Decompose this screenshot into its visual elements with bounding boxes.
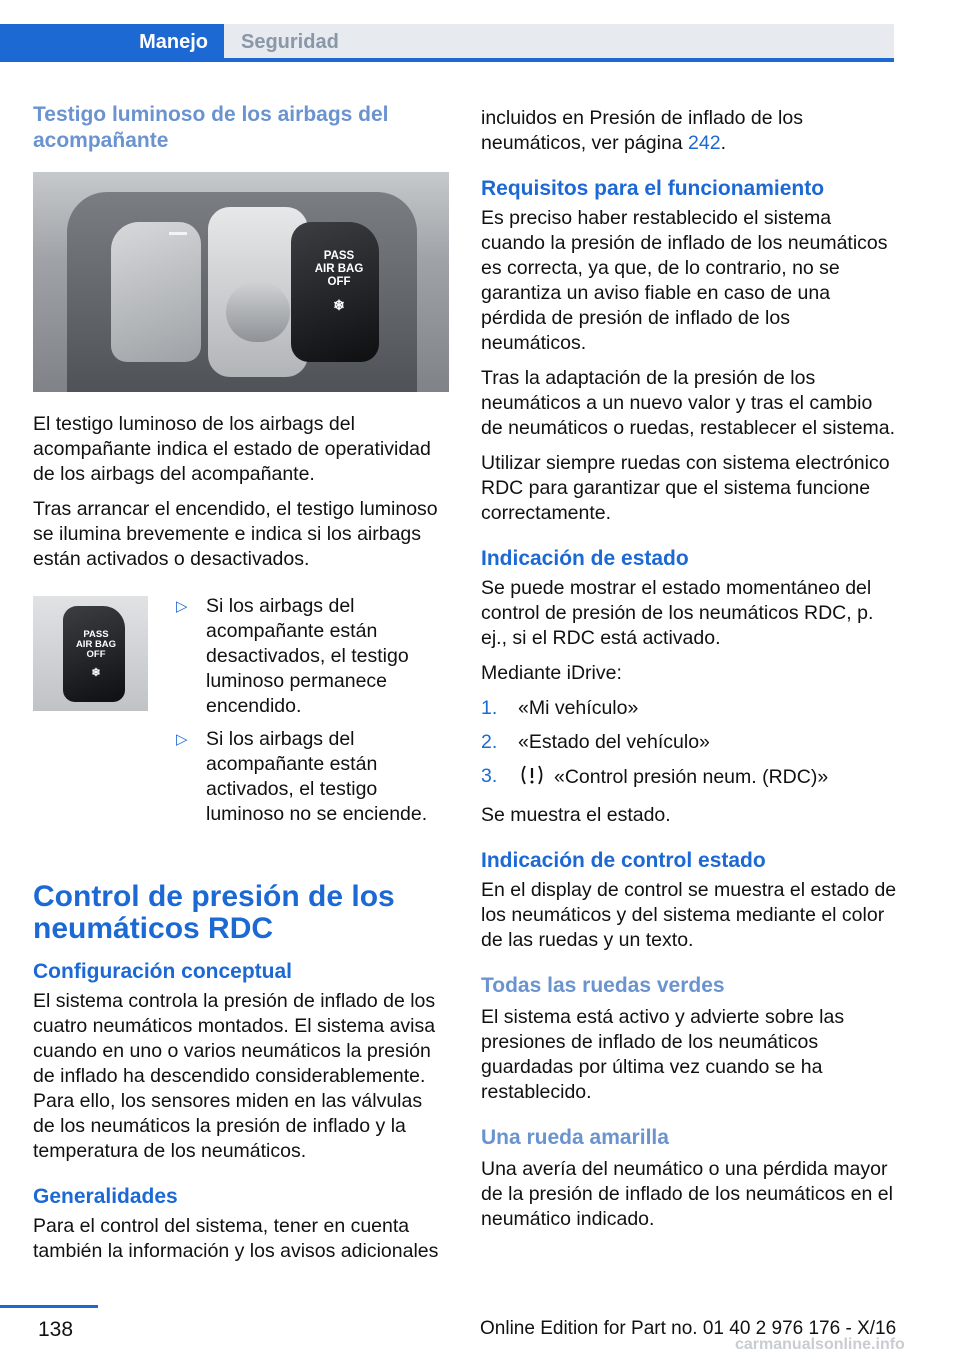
requirements-paragraph-1: Es preciso haber restablecido el sistema cuando la presión de inflado de los neumáticos es correcta, ya que, de lo contrario, no se garantiza un aviso fiable en caso de una pérdida de presión de inflado de los neumáticos.	[481, 207, 888, 354]
one-yellow-heading: Una rueda amarilla	[481, 1126, 669, 1149]
edition-footer: Online Edition for Part no. 01 40 2 976 176 - X/16	[480, 1318, 897, 1339]
airbag-label: AIR BAG	[314, 263, 364, 275]
airbag-light-heading: Testigo luminoso de los airbags del acompañante	[33, 103, 389, 152]
page-number: 138	[38, 1318, 74, 1341]
tab-manejo[interactable]	[0, 24, 224, 62]
bullet-text: Si los airbags del acompañante están desactivados, el testigo luminoso permanece encendido.	[206, 595, 409, 717]
thumb-off-label: OFF	[86, 649, 106, 660]
thumb-airbag-label: AIR BAG	[75, 639, 117, 650]
list-item	[481, 764, 897, 793]
triangle-bullet-icon: ▷	[176, 598, 188, 615]
all-green-heading: Todas las ruedas verdes	[481, 974, 725, 997]
list-item	[481, 730, 897, 755]
concept-heading: Configuración conceptual	[33, 960, 293, 983]
one-yellow-paragraph: Una avería del neumático o una pérdida mayor de la presión de inflado de los neumáticos en el neumático indicado.	[481, 1158, 893, 1230]
control-status-paragraph: En el display de control se muestra el estado de los neumáticos y del sistema mediante el color de las ruedas y un texto.	[481, 879, 897, 951]
pass-label: PASS	[323, 250, 355, 262]
step-number: 3.	[481, 765, 498, 787]
step-text: «Estado del vehículo»	[518, 731, 710, 753]
off-label: OFF	[327, 276, 351, 288]
tire-pressure-warning-icon	[518, 764, 546, 793]
step-text: «Mi vehículo»	[518, 697, 639, 719]
airbag-paragraph-1: El testigo luminoso de los airbags del acompañante indica el estado de operatividad de los airbags del acompañante.	[33, 413, 431, 485]
pass-airbag-off-button-image	[291, 222, 379, 362]
airbag-paragraph-2: Tras arrancar el encendido, el testigo luminoso se ilumina brevemente e indica si los airbags están activados o desactivados.	[33, 498, 438, 570]
step-text: «Control presión neum. (RDC)»	[554, 766, 829, 788]
status-paragraph-2: Mediante iDrive:	[481, 662, 622, 684]
list-item	[481, 696, 897, 721]
tab-seguridad[interactable]	[224, 24, 894, 62]
concept-paragraph: El sistema controla la presión de inflado de los cuatro neumáticos montados. El sistema avisa cuando en uno o varios neumáticos la presión de inflado ha descendido considerablemente. Para ello, los sensores miden en las válvulas de los neumáticos la presión de inflado y la temperatura de los neumáticos.	[33, 990, 436, 1162]
console-knob	[226, 282, 290, 342]
requirements-paragraph-3: Utilizar siempre ruedas con sistema electrónico RDC para garantizar que el sistema funcione correctamente.	[481, 452, 890, 524]
idrive-steps-list	[481, 696, 897, 793]
requirements-paragraph-2: Tras la adaptación de la presión de los neumáticos a un nuevo valor y tras el cambio de neumáticos o ruedas, restablecer el sistema.	[481, 367, 896, 439]
bullet-text: Si los airbags del acompañante están activados, el testigo luminoso no se enciende.	[206, 728, 428, 825]
triangle-bullet-icon: ▷	[176, 731, 188, 748]
thumb-pass-label: PASS	[83, 629, 109, 640]
left-column	[33, 102, 449, 1274]
chapter-tab-bar	[0, 0, 960, 62]
status-paragraph-3: Se muestra el estado.	[481, 804, 671, 826]
requirements-heading: Requisitos para el funcionamiento	[481, 177, 825, 200]
seat-airbag-icon: ❄	[333, 297, 345, 313]
step-number: 2.	[481, 731, 498, 753]
continued-paragraph	[481, 106, 897, 156]
general-heading: Generalidades	[33, 1185, 178, 1208]
list-item	[176, 594, 449, 719]
right-column	[481, 106, 897, 1242]
status-heading: Indicación de estado	[481, 547, 689, 570]
thumb-seat-airbag-icon: ❄	[91, 667, 101, 679]
airbag-indicator-thumbnail	[33, 596, 148, 711]
continued-text: incluidos en Presión de inflado de los neumáticos, ver página	[481, 107, 803, 154]
watermark: carmanualsonline.info	[735, 1336, 905, 1353]
rdc-section-title: Control de presión de los neumáticos RDC	[33, 880, 395, 945]
airbag-console-photo	[33, 172, 449, 392]
continued-period: .	[720, 132, 727, 154]
all-green-paragraph: El sistema está activo y advierte sobre las presiones de inflado de los neumáticos guardadas por última vez cuando se ha restablecido.	[481, 1006, 845, 1103]
console-left-button	[111, 222, 201, 362]
control-status-heading: Indicación de control estado	[481, 849, 766, 872]
airbag-indicator-row	[33, 594, 449, 835]
tab-manejo-label: Manejo	[139, 31, 208, 53]
status-paragraph-1: Se puede mostrar el estado momentáneo del control de presión de los neumáticos RDC, p. ej., si el RDC está activado.	[481, 577, 874, 649]
tab-seguridad-label: Seguridad	[241, 31, 339, 53]
pass-airbag-off-thumb	[63, 606, 125, 702]
airbag-status-list	[176, 594, 449, 835]
footer-rule	[0, 1305, 98, 1308]
list-item	[176, 727, 449, 827]
general-paragraph: Para el control del sistema, tener en cuenta también la información y los avisos adicionales	[33, 1215, 439, 1262]
console-indicator-dash	[169, 232, 187, 235]
step-number: 1.	[481, 697, 498, 719]
page-242-link[interactable]: 242	[688, 132, 721, 154]
